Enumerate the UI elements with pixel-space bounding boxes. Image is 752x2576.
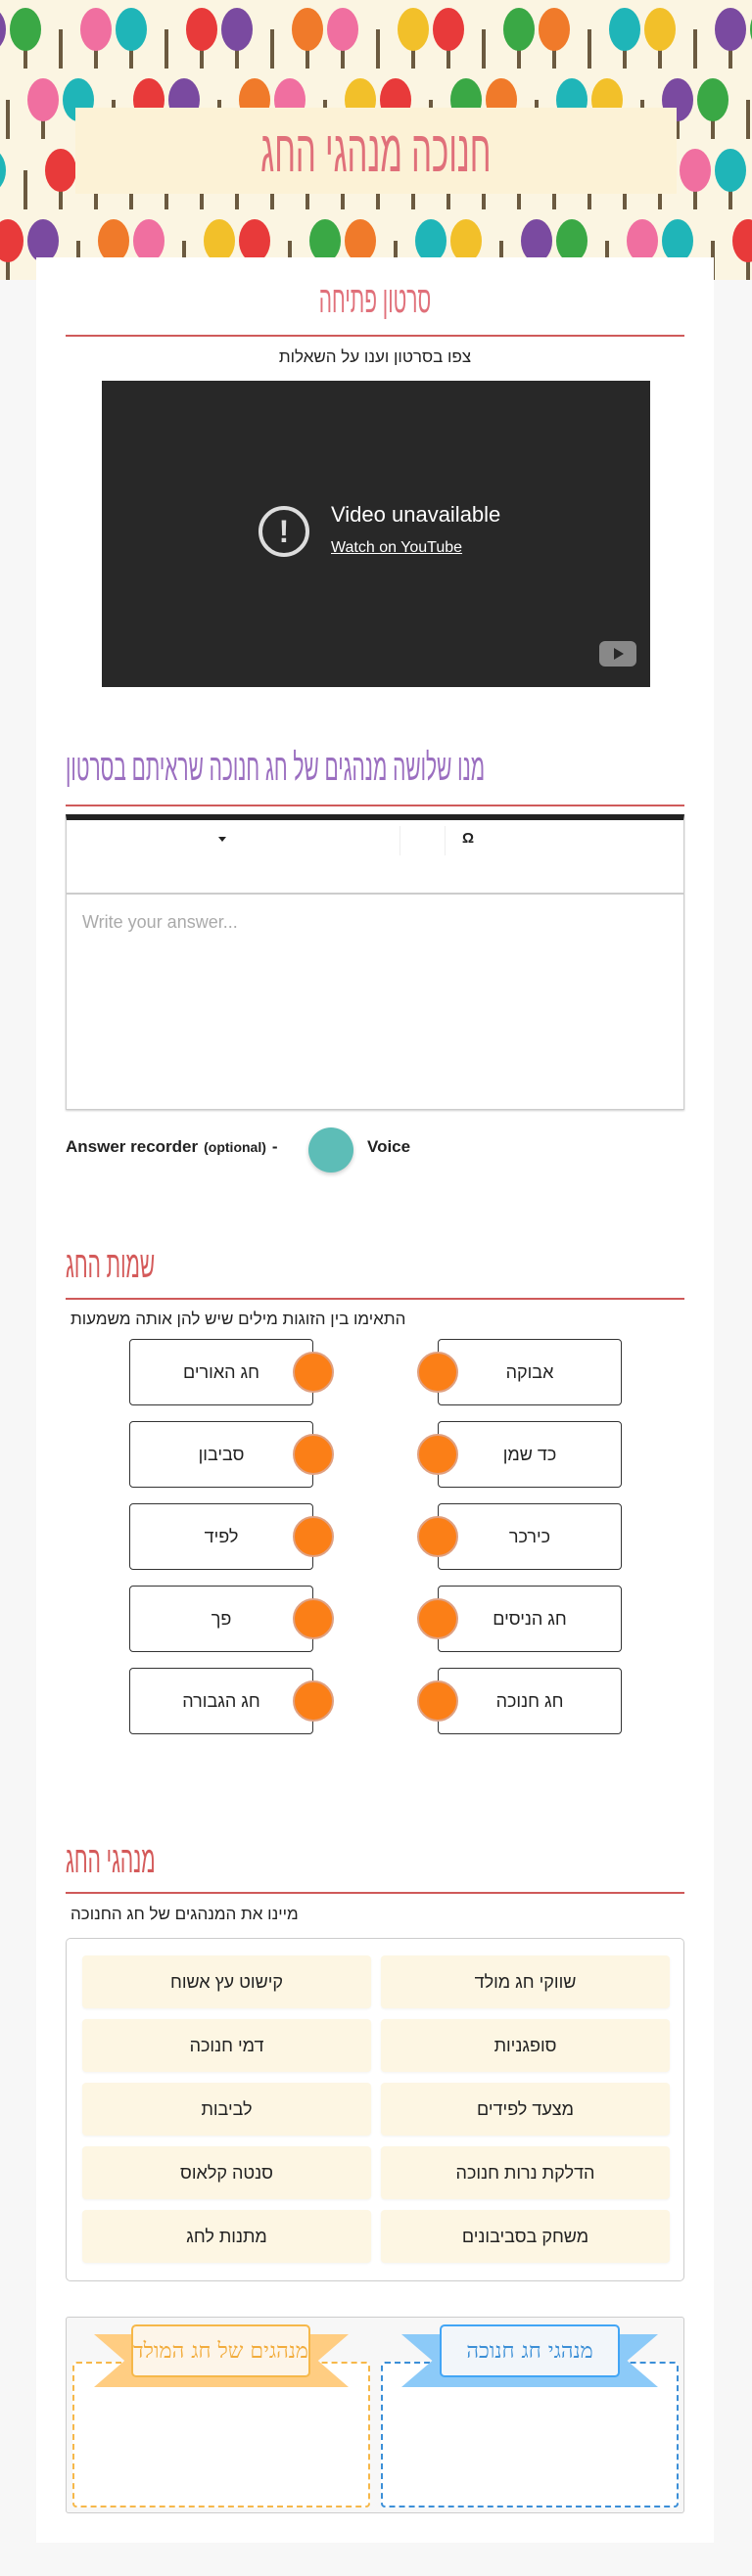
match-right-item[interactable] [438, 1668, 622, 1734]
sort-item-text: קישוט עץ אשוח [170, 1971, 284, 1992]
match-right-item[interactable] [438, 1503, 622, 1570]
sort-item-text: לביבות [201, 2098, 253, 2119]
section-divider [66, 335, 684, 337]
sort-item-text: שווקי חג מולד [474, 1971, 577, 1992]
match-right-text: אבוקה [505, 1361, 554, 1382]
youtube-logo-icon[interactable] [599, 641, 636, 667]
question-title-wrap [66, 748, 684, 790]
sort-item-text: הדלקת נרות חנוכה [455, 2162, 595, 2183]
category-hanukkah-label: מנהגי חג חנוכה [440, 2324, 620, 2377]
video-instruction: צפו בסרטון וענו על השאלות [278, 347, 472, 366]
match-right-text: חג חנוכה [495, 1690, 564, 1711]
section-divider [66, 1892, 684, 1894]
match-left-text: פך [211, 1608, 232, 1629]
toolbar-separator [445, 826, 446, 855]
match-left-connector[interactable] [293, 1352, 334, 1393]
special-character-button[interactable]: Ω [462, 830, 475, 847]
match-right-connector[interactable] [417, 1434, 458, 1475]
recorder-voice-label: Voice [367, 1137, 411, 1156]
match-left-item[interactable] [129, 1586, 313, 1652]
sort-item[interactable] [381, 2146, 670, 2199]
match-left-item[interactable] [129, 1503, 313, 1570]
match-left-connector[interactable] [293, 1680, 334, 1722]
match-left-item[interactable] [129, 1339, 313, 1405]
match-right-connector[interactable] [417, 1352, 458, 1393]
video-status: Video unavailable [331, 502, 501, 527]
match-right-text: כירכר [508, 1526, 551, 1546]
match-left-text: חג האורים [183, 1361, 259, 1382]
question-title: מנו שלושה מנהגים של חג חנוכה שראיתם בסרטון [66, 748, 486, 789]
page-title: חנוכה מנהגי החג [260, 117, 492, 184]
recorder-optional: (optional) [204, 1139, 266, 1155]
sort-item[interactable] [381, 1955, 670, 2008]
answer-recorder [66, 1137, 278, 1157]
section-divider [66, 1298, 684, 1300]
match-left-connector[interactable] [293, 1434, 334, 1475]
sort-title-wrap [66, 1840, 684, 1882]
video-section-title: סרטון פתיחה [318, 280, 432, 321]
match-left-text: לפיד [204, 1526, 239, 1546]
sort-item-text: סופגניות [494, 2035, 557, 2055]
sort-item-text: דמי חנוכה [189, 2035, 264, 2055]
answer-textarea[interactable]: Write your answer... [82, 912, 238, 932]
video-player[interactable] [102, 381, 650, 687]
match-right-item[interactable] [438, 1339, 622, 1405]
record-button[interactable] [308, 1127, 353, 1173]
sort-item-text: מתנות לחג [186, 2226, 267, 2246]
sort-item[interactable] [381, 2083, 670, 2136]
sort-item-text: מצעד לפידים [477, 2098, 574, 2119]
match-left-item[interactable] [129, 1668, 313, 1734]
sort-item[interactable] [82, 2019, 371, 2072]
sort-item[interactable] [381, 2210, 670, 2263]
sort-title: מנהגי החג [66, 1840, 156, 1881]
page-title-banner [75, 108, 677, 194]
recorder-label: Answer recorder [66, 1137, 199, 1156]
recorder-dash: - [271, 1137, 278, 1156]
sort-item[interactable] [82, 2083, 371, 2136]
match-title: שמות החג [66, 1245, 156, 1286]
match-left-connector[interactable] [293, 1598, 334, 1639]
match-left-text: סביבון [198, 1444, 245, 1464]
chevron-down-icon [218, 837, 226, 842]
sort-item[interactable] [82, 1955, 371, 2008]
match-instruction: התאימו בין הזוגות מילים שיש להן אותה משמעות [70, 1310, 406, 1328]
match-right-connector[interactable] [417, 1598, 458, 1639]
category-christmas-label: מנהגים של חג המולד [131, 2324, 310, 2377]
watch-on-youtube-link[interactable]: Watch on YouTube [331, 539, 463, 556]
sort-item[interactable] [82, 2210, 371, 2263]
match-right-item[interactable] [438, 1586, 622, 1652]
match-right-connector[interactable] [417, 1680, 458, 1722]
alert-icon: ! [258, 506, 309, 557]
sort-item-text: סנטה קלאוס [180, 2162, 273, 2183]
match-right-text: כד שמן [502, 1444, 557, 1464]
match-left-text: חג הגבורה [182, 1690, 260, 1711]
rich-text-editor [66, 814, 684, 1110]
match-right-item[interactable] [438, 1421, 622, 1488]
format-dropdown[interactable] [67, 826, 400, 855]
sort-item[interactable] [381, 2019, 670, 2072]
sort-item-text: משחק בסביבונים [461, 2226, 589, 2246]
section-divider [66, 805, 684, 806]
video-section-title-wrap [66, 280, 684, 322]
match-title-wrap [66, 1245, 684, 1287]
match-right-text: חג הניסים [493, 1608, 567, 1629]
sort-instruction: מיינו את המנהגים של חג החנוכה [70, 1905, 299, 1923]
match-right-connector[interactable] [417, 1516, 458, 1557]
editor-toolbar [67, 820, 683, 895]
match-left-connector[interactable] [293, 1516, 334, 1557]
sort-item[interactable] [82, 2146, 371, 2199]
match-left-item[interactable] [129, 1421, 313, 1488]
